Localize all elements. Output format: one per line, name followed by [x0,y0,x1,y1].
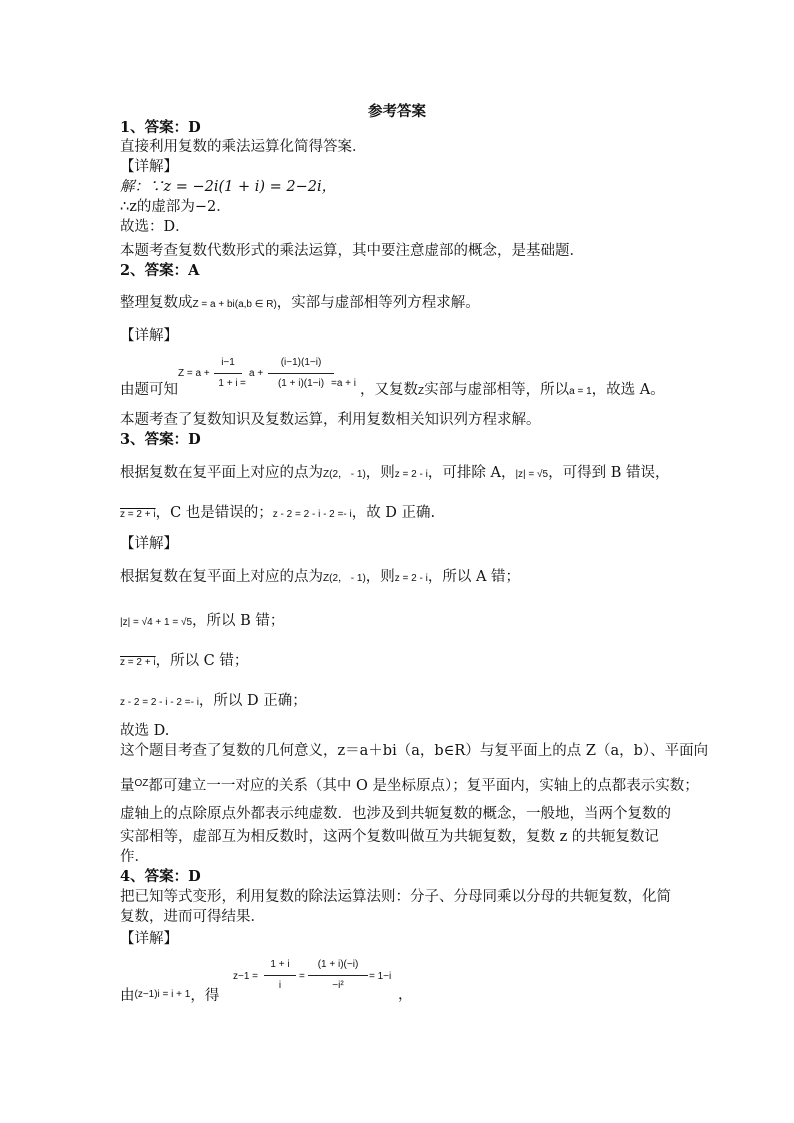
q4-frac2-den: −i² [332,980,344,991]
q4-analysis-line1: 把已知等式变形，利用复数的除法运算法则：分子、分母同乘以分母的共轭复数，化简 [120,889,671,905]
q3-detail-line2 [120,612,284,632]
q3-summary-line5: 作． [120,849,149,865]
q2-frac2-num: (i−1)(1−i) [280,357,322,368]
q3-detail-line1 [120,568,520,588]
q3-l3-text-b: ，则 [365,569,395,585]
q4-frac1-num: 1 + i [270,959,290,970]
q4-l3-text-b: ，得 [190,988,220,1004]
q4-detail-label: 【详解】 [120,931,178,947]
q3-vector-oz: OZ [134,778,149,789]
q2-text-d: ，故选 A。 [591,382,665,398]
q3-l6-text: ，所以 D 正确； [198,693,307,709]
q2-analysis-formula: Z = a + bi(a,b ∈ R) [192,299,277,310]
q3-l1-text-a: 根据复数在复平面上对应的点为 [120,465,323,481]
q2-frac2-bar [268,373,334,374]
page-title: 参考答案 [368,103,426,120]
q3-l3-point: Z(2， - 1) [323,573,366,584]
q4-header: 4、答案：D [120,868,201,885]
q3-analysis-line2 [120,504,435,524]
q3-analysis-line1 [120,464,669,484]
q4-detail-line [120,986,219,1005]
q2-text-b: ，又复数 [360,382,418,398]
q3-l2-text-b: ，故 D 正确. [351,505,436,521]
q4-formula-result: = 1−i [369,971,392,982]
q2-formula-a: a + [249,368,264,379]
q3-choice: 故选 D. [120,723,170,739]
q2-formula-z: Z = a + [178,368,210,379]
q4-l3-text-a: 由 [120,988,135,1004]
q2-header: 2、答案：A [120,262,200,279]
q2-formula-result: =a + i [331,378,357,389]
q3-header: 3、答案：D [120,431,201,448]
q2-frac2-den: (1 + i)(1−i) [277,378,325,389]
q1-analysis: 直接利用复数的乘法运算化简得答案． [120,139,367,155]
q4-l3-equation: (z−1)i = i + 1 [134,989,191,1000]
q2-given-label: 由题可知 [120,382,178,398]
q1-solution-line: 解：∵z = −2i(1 + i) = 2−2i， [120,179,337,195]
q1-summary: 本题考查复数代数形式的乘法运算，其中要注意虚部的概念，是基础题． [120,243,584,259]
q2-text-c: 实部与虚部相等，所以 [424,382,570,398]
q1-imag-part-line: ∴z的虚部为−2． [120,199,231,215]
q3-summary-line2 [120,775,699,795]
q2-z-symbol: Z [418,386,425,397]
q1-detail-label: 【详解】 [120,159,178,175]
q3-l9-text-a: 量 [120,778,135,794]
q2-analysis-text-b: ，实部与虚部相等列方程求解。 [276,295,480,311]
q2-analysis [120,294,480,314]
q1-choice: 故选：D． [120,219,190,235]
q3-detail-label: 【详解】 [120,536,178,552]
q2-frac1-num: i−1 [221,357,235,368]
q3-summary-line1: 这个题目考查了复数的几何意义，z＝a＋bi（a，b∈R）与复平面上的点 Z（a，b）、平面向 [120,743,709,759]
q2-analysis-text-a: 整理复数成 [120,295,193,311]
q3-l2-diff: z - 2 = 2 - i - 2 =- i [272,509,352,520]
q2-summary: 本题考查了复数知识及复数运算，利用复数相关知识列方程求解。 [120,412,541,428]
q3-l1-text-b: ，则 [365,465,395,481]
q3-detail-line4 [120,692,307,712]
q2-formula-eq1: = [240,378,246,389]
q2-detail-label: 【详解】 [120,328,178,344]
q4-frac1-den: i [278,980,282,991]
q2-frac1-bar [214,373,242,374]
q4-frac2-num: (1 + i)(−i) [317,959,359,970]
q1-header: 1、答案：D [120,119,201,136]
q3-l2-text-a: ，C 也是错误的； [155,505,273,521]
q4-formula-eq: = [299,971,305,982]
q3-l4-text: ，所以 B 错； [192,613,285,629]
q3-l1-text-c: ，可排除 A， [427,465,516,481]
q3-l1-modulus: |z| = √5 [515,469,549,480]
q3-l1-point: Z(2， - 1) [323,469,366,480]
q3-l5-text: ，所以 C 错； [155,653,249,669]
q3-l3-z: z = 2 - i [394,573,428,584]
q3-l4-modulus: |z| = √4 + 1 = √5 [120,617,193,628]
q4-formula-lhs: z−1 = [233,971,259,982]
q3-l2-conj: z = 2 + i [120,509,156,520]
q3-l3-text-a: 根据复数在复平面上对应的点为 [120,569,323,585]
q2-given-rest [360,381,665,401]
q3-detail-line3 [120,652,248,672]
q3-l3-text-c: ，所以 A 错； [427,569,521,585]
q4-frac2-bar [308,975,368,976]
q4-trailing-comma: ， [398,987,413,1003]
q3-l1-text-d: ，可得到 B 错误， [548,465,670,481]
q3-l1-z: z = 2 - i [394,469,428,480]
q3-summary-line3: 虚轴上的点除原点外都表示纯虚数．也涉及到共轭复数的概念，一般地，当两个复数的 [120,806,671,822]
q2-a-eq-1: a = 1 [569,386,592,397]
q3-l6-diff: z - 2 = 2 - i - 2 =- i [120,697,199,708]
q3-summary-line4: 实部相等，虚部互为相反数时，这两个复数叫做互为共轭复数，复数 z 的共轭复数记 [120,829,659,845]
q3-l5-conj: z = 2 + i [120,657,156,668]
q2-frac1-den: 1 + i [218,378,238,389]
q4-frac1-bar [264,975,296,976]
q3-l9-text-b: 都可建立一一对应的关系（其中 O 是坐标原点）；复平面内，实轴上的点都表示实数； [148,778,699,794]
q4-analysis-line2: 复数，进而可得结果． [120,909,265,925]
